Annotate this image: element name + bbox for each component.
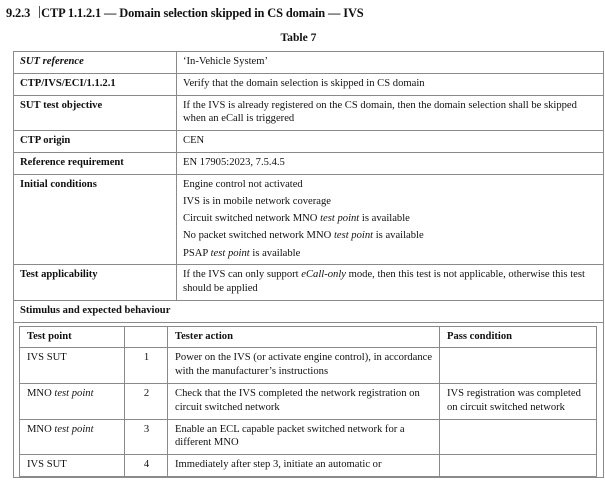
plain-text: Engine control not activated	[183, 178, 303, 190]
test-specification-table	[13, 51, 604, 478]
table-row-test-applicability	[14, 265, 604, 301]
cell-step-number: 1	[125, 348, 168, 384]
plain-text: MNO	[27, 423, 55, 435]
row-value: CEN	[183, 135, 205, 147]
table-row	[20, 455, 597, 477]
section-number: 9.2.3	[6, 6, 31, 20]
table-row-ctp-origin	[14, 131, 604, 153]
emphasis-text: test point	[320, 213, 360, 225]
plain-text: is available	[249, 247, 301, 259]
table-row-test-objective	[14, 95, 604, 131]
initial-condition-line	[183, 195, 597, 209]
cell-pass-condition	[440, 455, 597, 477]
cell-test-point	[20, 455, 125, 477]
table-row	[20, 384, 597, 420]
row-label: Reference requirement	[20, 156, 124, 168]
row-value: EN 17905:2023, 7.5.4.5	[183, 156, 285, 168]
section-heading	[0, 0, 605, 21]
cell-test-point	[20, 384, 125, 420]
cell-tester-action: Enable an ECL capable packet switched network for a different MNO	[168, 419, 440, 455]
plain-text: IVS SUT	[27, 352, 67, 364]
table-header-row	[20, 326, 597, 348]
table-row	[20, 348, 597, 384]
cell-test-point	[20, 419, 125, 455]
row-label: SUT reference	[20, 56, 84, 67]
cell-tester-action: Immediately after step 3, initiate an automatic or	[168, 455, 440, 477]
initial-condition-line	[183, 229, 597, 243]
emphasis-text: test point	[54, 388, 94, 400]
test-steps-table	[19, 326, 597, 477]
table-row-ctp-id	[14, 73, 604, 95]
initial-condition-line	[183, 178, 597, 192]
table-row-reference-requirement	[14, 152, 604, 174]
row-label: CTP/IVS/ECI/1.1.2.1	[20, 77, 116, 89]
column-header-test-point: Test point	[20, 326, 125, 348]
row-value: ‘In-Vehicle System’	[183, 56, 269, 67]
emphasis-text: test point	[54, 423, 94, 435]
section-title: CTP 1.1.2.1 — Domain selection skipped in CS domain — IVS	[41, 6, 364, 20]
initial-condition-line	[183, 212, 597, 226]
test-applicability-text	[183, 269, 585, 294]
cell-tester-action: Check that the IVS completed the network registration on circuit switched network	[168, 384, 440, 420]
row-label: CTP origin	[20, 135, 71, 147]
cell-tester-action: Power on the IVS (or activate engine control), in accordance with the manufacturer’s instructions	[168, 348, 440, 384]
plain-text: PSAP	[183, 247, 211, 259]
plain-text: If the IVS can only support	[183, 269, 302, 281]
initial-condition-line	[183, 247, 597, 261]
plain-text: IVS SUT	[27, 459, 67, 471]
plain-text: IVS is in mobile network coverage	[183, 195, 331, 207]
cell-pass-condition	[440, 419, 597, 455]
emphasis-text: test point	[210, 247, 250, 259]
plain-text: is available	[373, 230, 424, 242]
row-value: If the IVS is already registered on the CS domain, then the domain selection shall be skipped when an eCall is triggered	[183, 99, 577, 125]
row-value: Verify that the domain selection is skipped in CS domain	[183, 77, 425, 89]
table-row	[20, 419, 597, 455]
table-row-sut-reference	[14, 52, 604, 74]
cell-test-point	[20, 348, 125, 384]
table-caption: Table 7	[280, 31, 317, 44]
emphasis-text: eCall-only	[301, 269, 346, 281]
plain-text: mode, then this test is not applicable, otherwise this test should be applied	[183, 269, 585, 295]
table-row-stimulus-band	[14, 300, 604, 322]
table-row-steps-host	[14, 322, 604, 477]
row-label: Test applicability	[20, 269, 98, 281]
plain-text: No packet switched network MNO	[183, 230, 334, 242]
plain-text: is available	[359, 213, 410, 225]
stimulus-band-label: Stimulus and expected behaviour	[14, 300, 604, 322]
cell-pass-condition: IVS registration was completed on circuit switched network	[440, 384, 597, 420]
column-header-step-number	[125, 326, 168, 348]
column-header-tester-action: Tester action	[168, 326, 440, 348]
row-label: SUT test objective	[20, 99, 103, 111]
row-label: Initial conditions	[20, 178, 97, 190]
cell-step-number: 3	[125, 419, 168, 455]
cell-step-number: 4	[125, 455, 168, 477]
column-header-pass-condition: Pass condition	[440, 326, 597, 348]
emphasis-text: test point	[333, 230, 374, 242]
cell-pass-condition	[440, 348, 597, 384]
plain-text: MNO	[27, 388, 55, 400]
table-row-initial-conditions	[14, 174, 604, 265]
cell-step-number: 2	[125, 384, 168, 420]
initial-conditions-list	[183, 178, 597, 261]
text-caret	[39, 6, 40, 18]
plain-text: Circuit switched network MNO	[183, 213, 321, 225]
